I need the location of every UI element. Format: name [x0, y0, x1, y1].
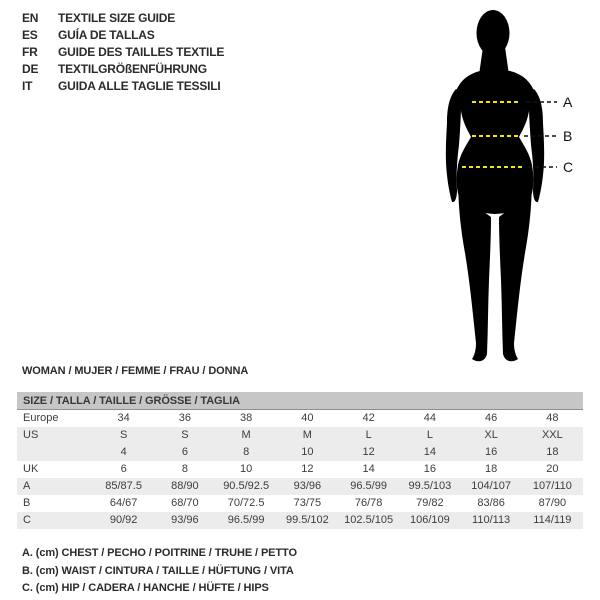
hip-label: C: [563, 159, 574, 175]
language-title: TEXTILE SIZE GUIDE: [58, 11, 176, 25]
size-value: M: [302, 429, 312, 441]
table-row-waist-b: [17, 495, 583, 512]
size-value: S: [119, 429, 128, 441]
size-value: 14: [423, 446, 436, 458]
size-value: 12: [362, 446, 375, 458]
size-value: 99.5/103: [408, 480, 452, 492]
legend-hip: C. (cm) HIP / CADERA / HANCHE / HÜFTE / HIPS: [22, 582, 269, 594]
language-code: EN: [22, 11, 39, 25]
woman-silhouette-figure: [395, 5, 595, 365]
language-title: TEXTILGRÖßENFÜHRUNG: [58, 62, 207, 76]
size-value: 10: [301, 446, 314, 458]
table-row-chest-a: [17, 478, 583, 495]
size-value: 18: [485, 463, 498, 475]
size-value: 6: [120, 463, 127, 475]
size-value: 68/70: [171, 497, 199, 509]
size-value: 93/96: [293, 480, 322, 492]
size-value: 106/109: [409, 514, 450, 526]
size-value: 96.5/99: [227, 514, 265, 526]
size-value: 16: [485, 446, 498, 458]
size-value: 76/78: [354, 497, 383, 509]
size-value: 102.5/105: [344, 514, 394, 526]
row-label: US: [23, 429, 39, 441]
language-code: DE: [22, 62, 39, 76]
size-value: 18: [546, 446, 559, 458]
size-value: 36: [178, 412, 191, 424]
table-row-us: [17, 427, 583, 444]
size-value: 85/87.5: [105, 480, 142, 492]
size-table-header: SIZE / TALLA / TAILLE / GRÖSSE / TAGLIA: [17, 392, 583, 410]
language-row-en: [22, 10, 224, 27]
language-title: GUIDE DES TAILLES TEXTILE: [58, 45, 225, 59]
woman-silhouette: [446, 10, 544, 361]
size-value: 14: [362, 463, 375, 475]
size-value: L: [365, 429, 372, 441]
size-value: 8: [243, 446, 250, 458]
size-value: 48: [546, 412, 559, 424]
language-title: GUÍA DE TALLAS: [58, 28, 155, 42]
language-row-fr: [22, 44, 224, 61]
language-list: [22, 10, 224, 95]
language-row-it: [22, 78, 224, 95]
waist-label: B: [563, 128, 573, 144]
size-value: 20: [546, 463, 559, 475]
size-value: S: [181, 429, 189, 441]
size-value: 99.5/102: [285, 514, 329, 526]
size-value: 93/96: [171, 514, 199, 526]
size-value: 38: [240, 412, 253, 424]
size-value: 44: [423, 412, 436, 424]
language-row-es: [22, 27, 224, 44]
row-label: B: [23, 497, 31, 509]
language-title: GUIDA ALLE TAGLIE TESSILI: [58, 79, 221, 93]
table-row-europe: [17, 410, 583, 427]
legend-waist: B. (cm) WAIST / CINTURA / TAILLE / HÜFTUNG / VITA: [22, 564, 294, 577]
size-value: 90/92: [109, 514, 138, 526]
measurement-legend: [22, 545, 297, 598]
size-table: [17, 392, 583, 529]
size-value: 4: [120, 446, 127, 458]
language-row-de: [22, 61, 224, 78]
size-value: 46: [485, 412, 498, 424]
language-code: IT: [22, 79, 33, 93]
size-value: M: [241, 429, 251, 441]
size-value: L: [426, 429, 433, 441]
row-label: Europe: [23, 412, 59, 424]
size-value: XXL: [541, 429, 563, 441]
row-label: UK: [23, 463, 39, 475]
size-value: 79/82: [416, 497, 444, 509]
size-value: XL: [484, 429, 498, 441]
row-label: C: [23, 514, 31, 526]
size-value: 70/72.5: [227, 497, 265, 509]
table-row-hip-c: [17, 512, 583, 529]
size-value: 12: [301, 463, 314, 475]
size-value: 104/107: [471, 480, 511, 492]
language-code: ES: [22, 28, 38, 42]
size-value: 8: [181, 463, 188, 475]
size-value: 40: [301, 412, 314, 424]
size-value: 34: [117, 412, 130, 424]
category-title: WOMAN / MUJER / FEMME / FRAU / DONNA: [22, 365, 249, 377]
size-value: 16: [423, 463, 436, 475]
size-value: 83/86: [477, 497, 505, 509]
size-value: 110/113: [472, 514, 511, 526]
table-row-us-numeric: [17, 444, 583, 461]
size-value: 10: [240, 463, 253, 475]
size-value: 64/67: [109, 497, 138, 509]
size-value: 88/90: [171, 480, 199, 492]
legend-chest: A. (cm) CHEST / PECHO / POITRINE / TRUHE / PETTO: [22, 547, 297, 559]
language-code: FR: [22, 45, 38, 59]
size-value: 96.5/99: [350, 480, 387, 492]
size-value: 90.5/92.5: [223, 480, 270, 492]
chest-label: A: [563, 94, 573, 110]
size-value: 114/119: [533, 514, 572, 526]
row-label: A: [23, 480, 31, 492]
size-value: 42: [362, 412, 375, 424]
size-value: 107/110: [532, 480, 572, 492]
size-value: 6: [181, 446, 188, 458]
table-row-uk: [17, 461, 583, 478]
size-value: 73/75: [293, 497, 322, 509]
size-value: 87/90: [538, 497, 567, 509]
